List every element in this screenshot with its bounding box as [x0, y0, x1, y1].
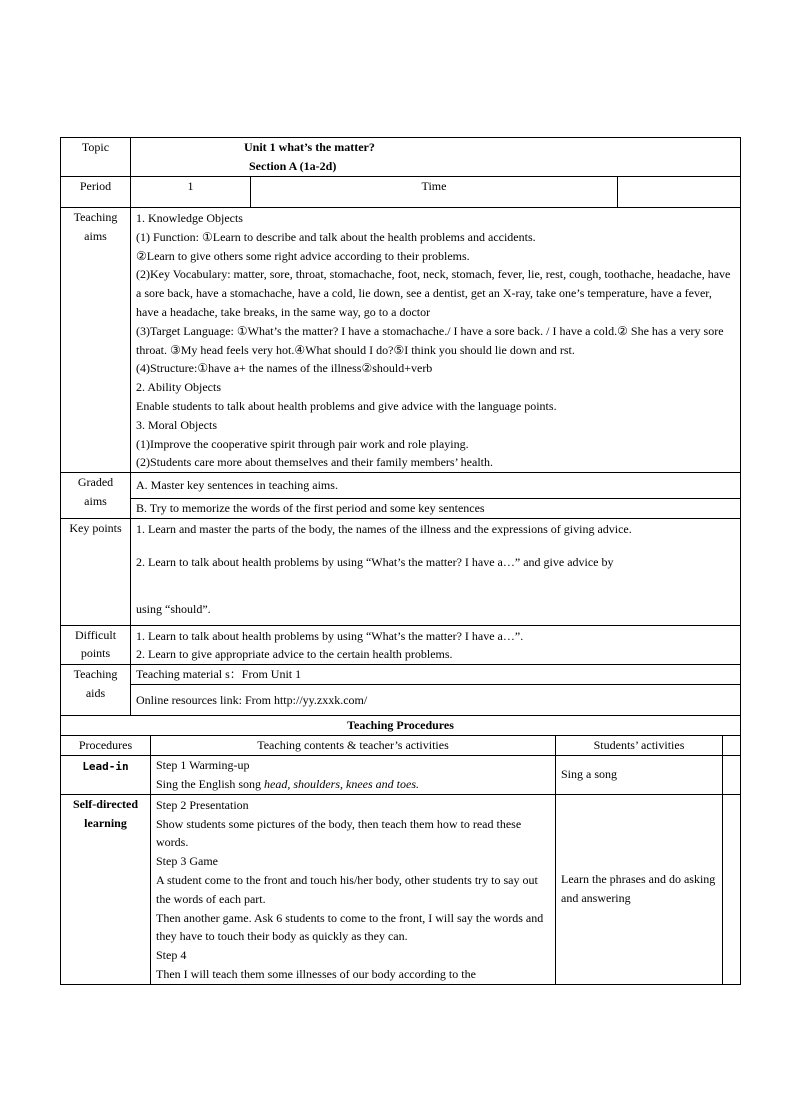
self-directed-extra	[723, 794, 741, 984]
lesson-plan-sheet	[60, 137, 740, 985]
aims-line: (2)Students care more about themselves and their family members’ health.	[136, 455, 493, 470]
self-directed-label: Self-directed learning	[61, 794, 151, 984]
aims-line: (1)Improve the cooperative spirit through pair work and role playing.	[136, 436, 469, 451]
self-directed-student: Learn the phrases and do asking and answering	[556, 794, 723, 984]
lead-in-student: Sing a song	[556, 755, 723, 794]
difficult-points-content	[131, 625, 741, 665]
aims-line: 2. Ability Objects	[136, 380, 221, 395]
procedures-col-header: Procedures	[61, 735, 151, 755]
self-line: Then I will teach them some illnesses of our body according to the	[156, 966, 476, 981]
self-line: Show students some pictures of the body, then teach them how to read these words.	[156, 816, 522, 850]
procedures-header-row	[61, 735, 741, 755]
graded-aims-label: Graded aims	[61, 473, 131, 519]
aims-line: (1) Function: ①Learn to describe and talk about the health problems and accidents.	[136, 229, 536, 244]
lead-in-content	[151, 755, 556, 794]
lead-in-sing	[156, 775, 550, 794]
teaching-aids-label: Teaching aids	[61, 665, 131, 716]
teaching-aids-row-1	[61, 665, 741, 685]
lead-in-label	[61, 755, 151, 794]
lead-in-step: Step 1 Warming-up	[156, 757, 250, 772]
graded-aim-a: A. Master key sentences in teaching aims.	[131, 473, 741, 499]
key-point-2: 2. Learn to talk about health problems by using “What’s the matter? I have a…” and give advice by	[136, 554, 614, 569]
self-line: Step 4	[156, 948, 187, 963]
teaching-aims-label: Teaching aims	[61, 208, 131, 473]
procedures-title: Teaching Procedures	[61, 715, 741, 735]
unit-title: Unit 1 what’s the matter?	[244, 140, 375, 155]
period-label: Period	[61, 177, 131, 208]
spacer	[136, 572, 735, 586]
self-line: A student come to the front and touch his/her body, other students try to say out the words of each part.	[156, 872, 538, 906]
aims-line: (2)Key Vocabulary: matter, sore, throat, stomachache, foot, neck, stomach, fever, lie, rest, cough, toothache, headache, have a sore back, have a stomachache, have a cold, lie down, see a dentist, get an X-ray, take one’s temperature, have a fever, have a headache, take breaks, in the same way, go to a doctor	[136, 267, 731, 319]
students-col-header: Students’ activities	[556, 735, 723, 755]
self-directed-content	[151, 794, 556, 984]
lesson-plan-table	[60, 137, 741, 985]
aims-line: 1. Knowledge Objects	[136, 211, 243, 225]
teaching-materials: Teaching material s：From Unit 1	[131, 665, 741, 685]
teaching-aims-content	[131, 208, 741, 473]
aims-line: (3)Target Language: ①What’s the matter? I have a stomachache./ I have a sore back. / I have a cold.② She has a very sore throat. ③My head feels very hot.④What should I do?⑤I think you should lie down and rst.	[136, 323, 724, 357]
lead-in-text: Lead-in	[82, 759, 129, 773]
time-label: Time	[251, 177, 618, 208]
aims-line: (4)Structure:①have a+ the names of the illness②should+verb	[136, 361, 433, 376]
self-line: Step 3 Game	[156, 854, 218, 869]
spacer	[136, 586, 735, 600]
period-value: 1	[131, 177, 251, 208]
time-value	[618, 177, 741, 208]
aims-line: 3. Moral Objects	[136, 417, 217, 432]
key-points-label: Key points	[61, 519, 131, 625]
topic-value	[131, 138, 741, 177]
topic-row	[61, 138, 741, 177]
period-row	[61, 177, 741, 208]
song-title: head, shoulders, knees and toes.	[264, 776, 419, 791]
key-point-2-cont: using “should”.	[136, 601, 211, 616]
aims-line: Enable students to talk about health problems and give advice with the language points.	[136, 398, 557, 413]
self-line: Step 2 Presentation	[156, 797, 249, 812]
extra-col-header	[723, 735, 741, 755]
aims-line: ②Learn to give others some right advice according to their problems.	[136, 248, 470, 263]
section-title: Section A (1a-2d)	[249, 159, 337, 173]
graded-aims-row-a	[61, 473, 741, 499]
self-line: Then another game. Ask 6 students to come to the front, I will say the words and they have to touch their body as quickly as they can.	[156, 910, 544, 944]
difficult-points-label: Difficult points	[61, 625, 131, 665]
key-point-1: 1. Learn and master the parts of the body, the names of the illness and the expressions of giving advice.	[136, 522, 632, 537]
teaching-aids-row-2	[61, 684, 741, 715]
contents-col-header: Teaching contents & teacher’s activities	[151, 735, 556, 755]
difficult-points-row	[61, 625, 741, 665]
graded-aims-row-b	[61, 499, 741, 519]
procedures-title-row	[61, 715, 741, 735]
graded-aim-b: B. Try to memorize the words of the first period and some key sentences	[131, 499, 741, 519]
key-points-content	[131, 519, 741, 625]
self-directed-row	[61, 794, 741, 984]
topic-label: Topic	[61, 138, 131, 177]
spacer	[136, 539, 735, 553]
difficult-point-1: 1. Learn to talk about health problems by using “What’s the matter? I have a…”.	[136, 628, 524, 643]
key-points-row	[61, 519, 741, 625]
online-resources: Online resources link: From http://yy.zxxk.com/	[131, 684, 741, 715]
lead-in-extra	[723, 755, 741, 794]
sing-prefix: Sing the English song	[156, 776, 265, 791]
lead-in-row	[61, 755, 741, 794]
difficult-point-2: 2. Learn to give appropriate advice to the certain health problems.	[136, 647, 453, 662]
teaching-aims-row	[61, 208, 741, 473]
